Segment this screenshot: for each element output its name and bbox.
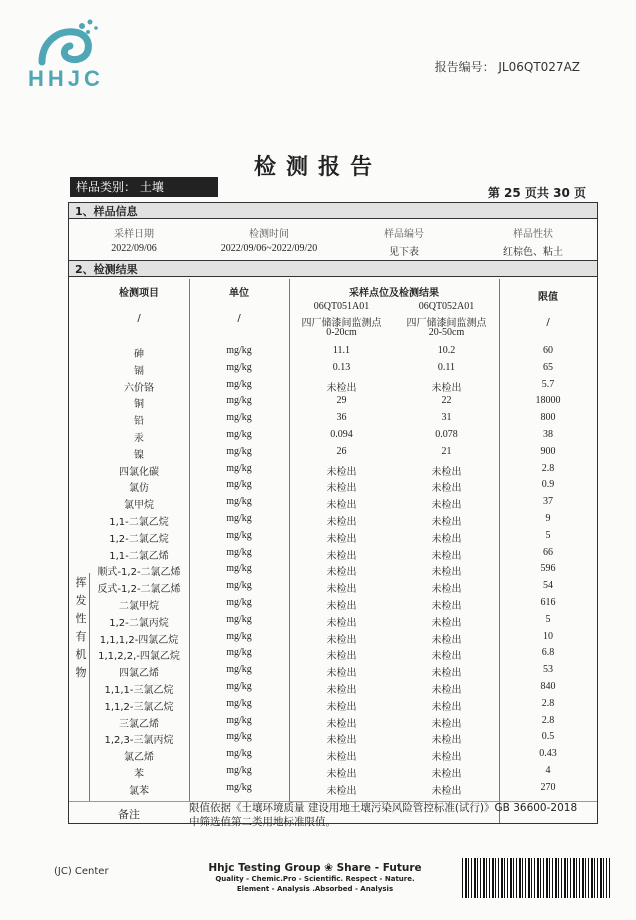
- voc-group-char: 物: [75, 666, 87, 679]
- row-item: 镍: [134, 450, 144, 461]
- row-value-point2: 未检出: [431, 735, 462, 746]
- remark-text: [189, 801, 589, 829]
- footer-slogan-1: Quality - Chemic.Pro - Scientific. Respect - Nature.: [215, 875, 415, 883]
- remark-line-1: 限值依据《土壤环境质量 建设用地土壤污染风险管控标准(试行)》GB 36600-2018: [189, 802, 578, 814]
- row-unit: mg/kg: [226, 412, 252, 423]
- page-count: 第 25 页共 30 页: [487, 186, 586, 200]
- row-unit: mg/kg: [226, 698, 252, 709]
- row-value-point1: 未检出: [326, 668, 357, 679]
- row-unit: mg/kg: [226, 631, 252, 642]
- row-value-point1: 26: [336, 446, 347, 457]
- row-item: 1,1-二氯乙烷: [109, 517, 169, 528]
- row-item: 氯仿: [129, 483, 149, 494]
- row-item: 顺式-1,2-二氯乙烯: [97, 567, 181, 578]
- row-unit: mg/kg: [226, 446, 252, 457]
- row-value-point1: 未检出: [326, 685, 357, 696]
- limit-slash: /: [546, 317, 550, 328]
- row-item: 1,1,1,2-四氯乙烷: [99, 635, 179, 646]
- row-value-point1: 未检出: [326, 500, 357, 511]
- row-value-point2: 0.11: [437, 362, 456, 373]
- row-item: 铜: [134, 399, 144, 410]
- row-value-point1: 未检出: [326, 651, 357, 662]
- value-sample-id: 见下表: [389, 247, 419, 258]
- row-value-point1: 未检出: [326, 584, 357, 595]
- row-unit: mg/kg: [226, 782, 252, 793]
- row-value-point2: 未检出: [431, 668, 462, 679]
- row-item: 反式-1,2-二氯乙烯: [97, 584, 181, 595]
- header-sample-property: 样品性状: [513, 229, 553, 240]
- row-limit: 53: [543, 664, 553, 675]
- point1-depth: 0-20cm: [326, 327, 357, 338]
- row-value-point1: 未检出: [326, 551, 357, 562]
- row-limit: 270: [540, 782, 556, 793]
- row-value-point2: 未检出: [431, 517, 462, 528]
- row-item: 1,1-二氯乙烯: [109, 551, 169, 562]
- header-sample-id: 样品编号: [384, 229, 424, 240]
- row-value-point2: 未检出: [431, 500, 462, 511]
- row-unit: mg/kg: [226, 647, 252, 658]
- row-value-point1: 未检出: [326, 567, 357, 578]
- row-value-point2: 10.2: [437, 345, 456, 356]
- row-unit: mg/kg: [226, 479, 252, 490]
- unit-slash: /: [237, 313, 241, 324]
- row-value-point2: 未检出: [431, 467, 462, 478]
- row-limit: 2.8: [541, 698, 555, 709]
- row-unit: mg/kg: [226, 463, 252, 474]
- row-limit: 18000: [535, 395, 561, 406]
- row-value-point1: 0.094: [330, 429, 353, 440]
- remark-line-2: 中筛选值第二类用地标准限值。: [189, 816, 336, 828]
- row-value-point2: 21: [441, 446, 452, 457]
- row-unit: mg/kg: [226, 379, 252, 390]
- row-value-point2: 未检出: [431, 635, 462, 646]
- voc-group-char: 挥: [75, 576, 87, 589]
- row-value-point1: 未检出: [326, 635, 357, 646]
- row-limit: 2.8: [541, 715, 555, 726]
- row-value-point1: 未检出: [326, 769, 357, 780]
- footer-company-name: Hhjc Testing Group ❀ Share - Future: [208, 862, 422, 874]
- row-value-point1: 未检出: [326, 467, 357, 478]
- row-value-point2: 未检出: [431, 483, 462, 494]
- row-item: 砷: [134, 349, 144, 360]
- row-item: 1,2,3-三氯丙烷: [104, 735, 174, 746]
- row-value-point1: 未检出: [326, 735, 357, 746]
- sample-type-label: 样品类别： 土壤: [70, 177, 218, 197]
- row-value-point2: 31: [441, 412, 452, 423]
- report-number: 报告编号： JL06QT027AZ: [434, 60, 580, 74]
- header-limit: 限值: [538, 292, 558, 303]
- section-sample-info-title: 1、样品信息: [69, 202, 597, 219]
- row-value-point2: 未检出: [431, 567, 462, 578]
- row-limit: 5: [545, 614, 551, 625]
- row-value-point2: 22: [441, 395, 452, 406]
- footer-slogan-2: Element - Analysis .Absorbed - Analysis: [236, 885, 394, 893]
- row-unit: mg/kg: [226, 362, 252, 373]
- header-unit: 单位: [229, 288, 249, 299]
- report-table: [68, 202, 598, 828]
- header-results: 采样点位及检测结果: [349, 288, 439, 299]
- logo-text: HHJC: [28, 66, 104, 91]
- row-unit: mg/kg: [226, 597, 252, 608]
- point2-name: 四厂储漆间监测点: [406, 318, 487, 329]
- row-limit: 60: [543, 345, 553, 356]
- row-item: 氯苯: [129, 786, 149, 797]
- footer-center-label: (JC) Center: [54, 866, 109, 877]
- row-unit: mg/kg: [226, 715, 252, 726]
- row-value-point1: 未检出: [326, 517, 357, 528]
- header-test-time: 检测时间: [249, 229, 289, 240]
- row-limit: 5.7: [541, 379, 555, 390]
- row-unit: mg/kg: [226, 395, 252, 406]
- row-value-point2: 未检出: [431, 601, 462, 612]
- row-value-point2: 未检出: [431, 719, 462, 730]
- row-value-point2: 0.078: [435, 429, 458, 440]
- footer-company: [200, 862, 430, 894]
- row-item: 三氯乙烯: [119, 719, 159, 730]
- row-item: 六价铬: [124, 383, 154, 394]
- row-item: 铅: [134, 416, 144, 427]
- row-value-point1: 未检出: [326, 752, 357, 763]
- row-value-point1: 未检出: [326, 383, 357, 394]
- page-title: 检测报告: [253, 155, 382, 180]
- point1-name: 四厂储漆间监测点: [301, 318, 382, 329]
- value-test-time: 2022/09/06~2022/09/20: [220, 243, 318, 254]
- row-item: 1,1,2-三氯乙烷: [104, 702, 174, 713]
- row-item: 苯: [134, 769, 144, 780]
- row-value-point2: 未检出: [431, 618, 462, 629]
- row-unit: mg/kg: [226, 731, 252, 742]
- row-unit: mg/kg: [226, 345, 252, 356]
- row-limit: 65: [543, 362, 553, 373]
- row-limit: 616: [540, 597, 556, 608]
- row-value-point2: 未检出: [431, 685, 462, 696]
- row-limit: 596: [540, 563, 556, 574]
- row-limit: 900: [540, 446, 556, 457]
- point2-depth: 20-50cm: [428, 327, 465, 338]
- row-unit: mg/kg: [226, 530, 252, 541]
- row-limit: 5: [545, 530, 551, 541]
- row-item: 1,2-二氯乙烷: [109, 534, 169, 545]
- row-unit: mg/kg: [226, 681, 252, 692]
- row-limit: 840: [540, 681, 556, 692]
- row-item: 四氯乙烯: [119, 668, 159, 679]
- row-item: 1,1,1-三氯乙烷: [104, 685, 174, 696]
- row-item: 汞: [134, 433, 144, 444]
- row-unit: mg/kg: [226, 429, 252, 440]
- row-value-point2: 未检出: [431, 651, 462, 662]
- voc-group-char: 发: [75, 594, 87, 607]
- row-limit: 38: [543, 429, 553, 440]
- header-sampling-date: 采样日期: [114, 229, 154, 240]
- row-value-point2: 未检出: [431, 769, 462, 780]
- row-value-point2: 未检出: [431, 551, 462, 562]
- row-limit: 4: [545, 765, 551, 776]
- remark-label: 备注: [118, 808, 140, 821]
- row-item: 四氯化碳: [119, 467, 159, 478]
- voc-group-char: 性: [75, 612, 87, 625]
- row-value-point2: 未检出: [431, 584, 462, 595]
- row-limit: 0.9: [541, 479, 555, 490]
- row-limit: 0.5: [541, 731, 555, 742]
- row-limit: 9: [545, 513, 551, 524]
- row-value-point1: 未检出: [326, 618, 357, 629]
- row-item: 氯甲烷: [124, 500, 154, 511]
- row-value-point1: 未检出: [326, 601, 357, 612]
- row-value-point1: 29: [336, 395, 347, 406]
- value-sample-property: 红棕色、粘土: [503, 247, 563, 258]
- row-unit: mg/kg: [226, 765, 252, 776]
- row-limit: 54: [543, 580, 553, 591]
- voc-group-char: 机: [75, 648, 87, 661]
- barcode: [462, 858, 610, 898]
- row-item: 1,1,2,2,-四氯乙烷: [98, 651, 180, 662]
- voc-group-char: 有: [75, 630, 87, 643]
- row-unit: mg/kg: [226, 580, 252, 591]
- row-limit: 10: [543, 631, 553, 642]
- row-value-point1: 未检出: [326, 786, 357, 797]
- section-results-title: 2、检测结果: [69, 260, 597, 277]
- row-limit: 800: [540, 412, 556, 423]
- row-value-point1: 未检出: [326, 719, 357, 730]
- row-unit: mg/kg: [226, 513, 252, 524]
- header-item: 检测项目: [119, 288, 159, 299]
- row-limit: 37: [543, 496, 553, 507]
- row-value-point2: 未检出: [431, 702, 462, 713]
- row-item: 氯乙烯: [124, 752, 154, 763]
- row-value-point1: 未检出: [326, 534, 357, 545]
- row-unit: mg/kg: [226, 547, 252, 558]
- row-value-point1: 11.1: [332, 345, 351, 356]
- point2-id: 06QT052A01: [418, 301, 475, 312]
- row-unit: mg/kg: [226, 748, 252, 759]
- row-unit: mg/kg: [226, 496, 252, 507]
- row-limit: 0.43: [539, 748, 557, 759]
- row-value-point2: 未检出: [431, 383, 462, 394]
- row-value-point1: 未检出: [326, 483, 357, 494]
- row-value-point2: 未检出: [431, 534, 462, 545]
- row-unit: mg/kg: [226, 614, 252, 625]
- row-value-point1: 36: [336, 412, 347, 423]
- row-limit: 2.8: [541, 463, 555, 474]
- item-slash: /: [137, 313, 141, 324]
- row-item: 1,2-二氯丙烷: [109, 618, 169, 629]
- row-value-point2: 未检出: [431, 752, 462, 763]
- row-unit: mg/kg: [226, 563, 252, 574]
- value-sampling-date: 2022/09/06: [111, 243, 157, 254]
- row-item: 二氯甲烷: [119, 601, 159, 612]
- row-limit: 66: [543, 547, 553, 558]
- row-item: 镉: [134, 366, 144, 377]
- row-value-point1: 未检出: [326, 702, 357, 713]
- row-unit: mg/kg: [226, 664, 252, 675]
- row-limit: 6.8: [541, 647, 555, 658]
- point1-id: 06QT051A01: [313, 301, 370, 312]
- row-value-point1: 0.13: [332, 362, 351, 373]
- row-value-point2: 未检出: [431, 786, 462, 797]
